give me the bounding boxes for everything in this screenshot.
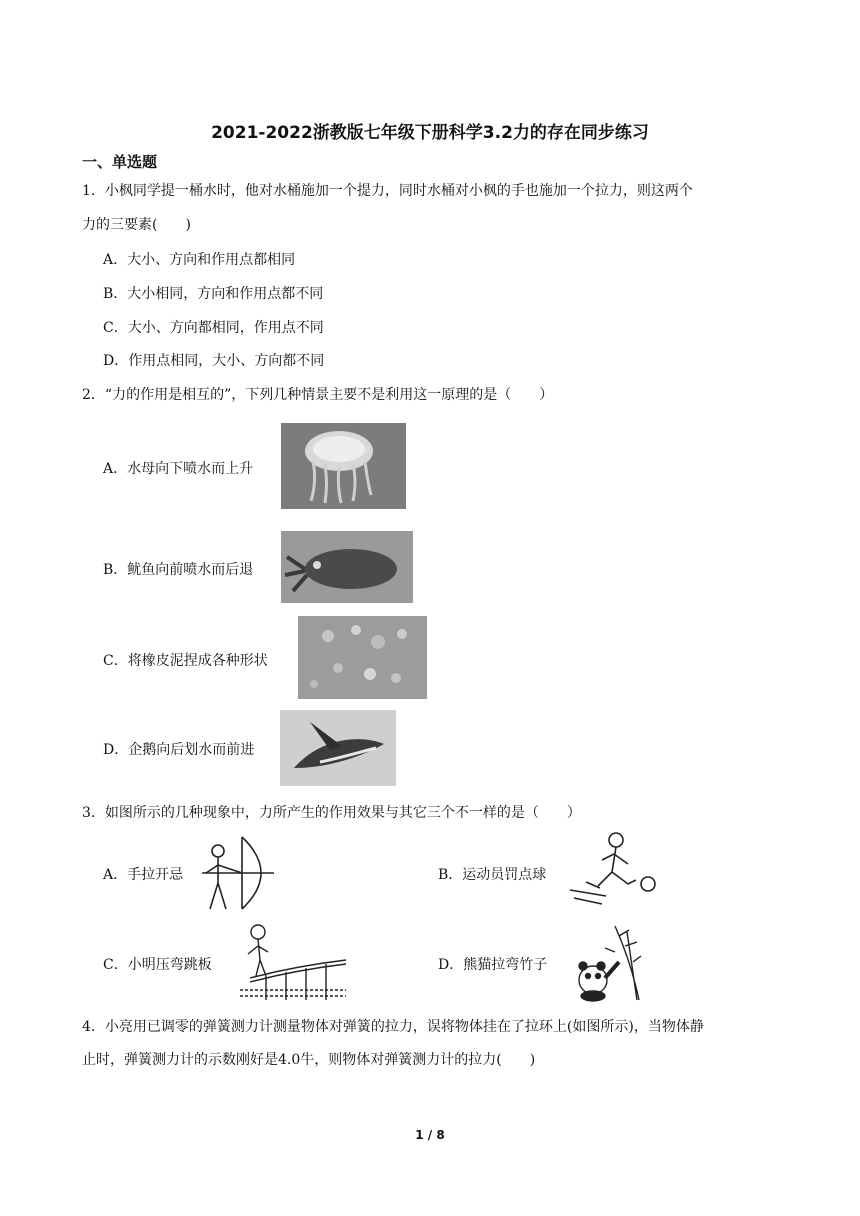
clay-shapes-image (298, 616, 427, 699)
question-4-text: 4．小亮用已调零的弹簧测力计测量物体对弹簧的拉力，误将物体挂在了拉环上(如图所示)，当物体静 (82, 1019, 704, 1035)
q1-option-d: D．作用点相同，大小、方向都不同 (103, 353, 325, 369)
question-3-text: 3．如图所示的几种现象中，力所产生的作用效果与其它三个不一样的是（ ） (82, 805, 581, 821)
q3-option-d: D．熊猫拉弯竹子 (438, 957, 548, 973)
q3-option-c: C．小明压弯跳板 (103, 957, 212, 973)
q1-option-b: B．大小相同，方向和作用点都不同 (103, 286, 324, 302)
page-number: 1 / 8 (415, 1128, 445, 1142)
q2-option-d: D．企鹅向后划水而前进 (103, 742, 255, 758)
jellyfish-image (281, 423, 406, 509)
q1-option-c: C．大小、方向都相同，作用点不同 (103, 320, 324, 336)
archer-image (196, 833, 278, 913)
question-1-text: 1．小枫同学提一桶水时，他对水桶施加一个提力，同时水桶对小枫的手也施加一个拉力，则这两个 (82, 183, 693, 199)
penalty-kick-image (566, 830, 662, 908)
page-title: 2021-2022浙教版七年级下册科学3.2力的存在同步练习 (211, 123, 649, 143)
question-4-text-cont: 止时，弹簧测力计的示数刚好是4.0牛，则物体对弹簧测力计的拉力( ) (82, 1052, 536, 1068)
squid-image (281, 531, 413, 603)
q2-option-a: A．水母向下喷水而上升 (103, 461, 254, 477)
q3-option-a: A．手拉开忌 (103, 867, 184, 883)
q3-option-b: B．运动员罚点球 (438, 867, 547, 883)
panda-bamboo-image (575, 922, 645, 1002)
q2-option-b: B．鱿鱼向前喷水而后退 (103, 562, 254, 578)
q1-option-a: A．大小、方向和作用点都相同 (103, 252, 296, 268)
q2-option-c: C．将橡皮泥捏成各种形状 (103, 653, 268, 669)
question-2-text: 2．“力的作用是相互的”，下列几种情景主要不是利用这一原理的是（ ） (82, 387, 554, 403)
penguin-image (280, 710, 396, 786)
question-1-text-cont: 力的三要素( ) (82, 217, 191, 233)
section-heading: 一、单选题 (82, 153, 158, 171)
diving-board-image (236, 920, 348, 1002)
